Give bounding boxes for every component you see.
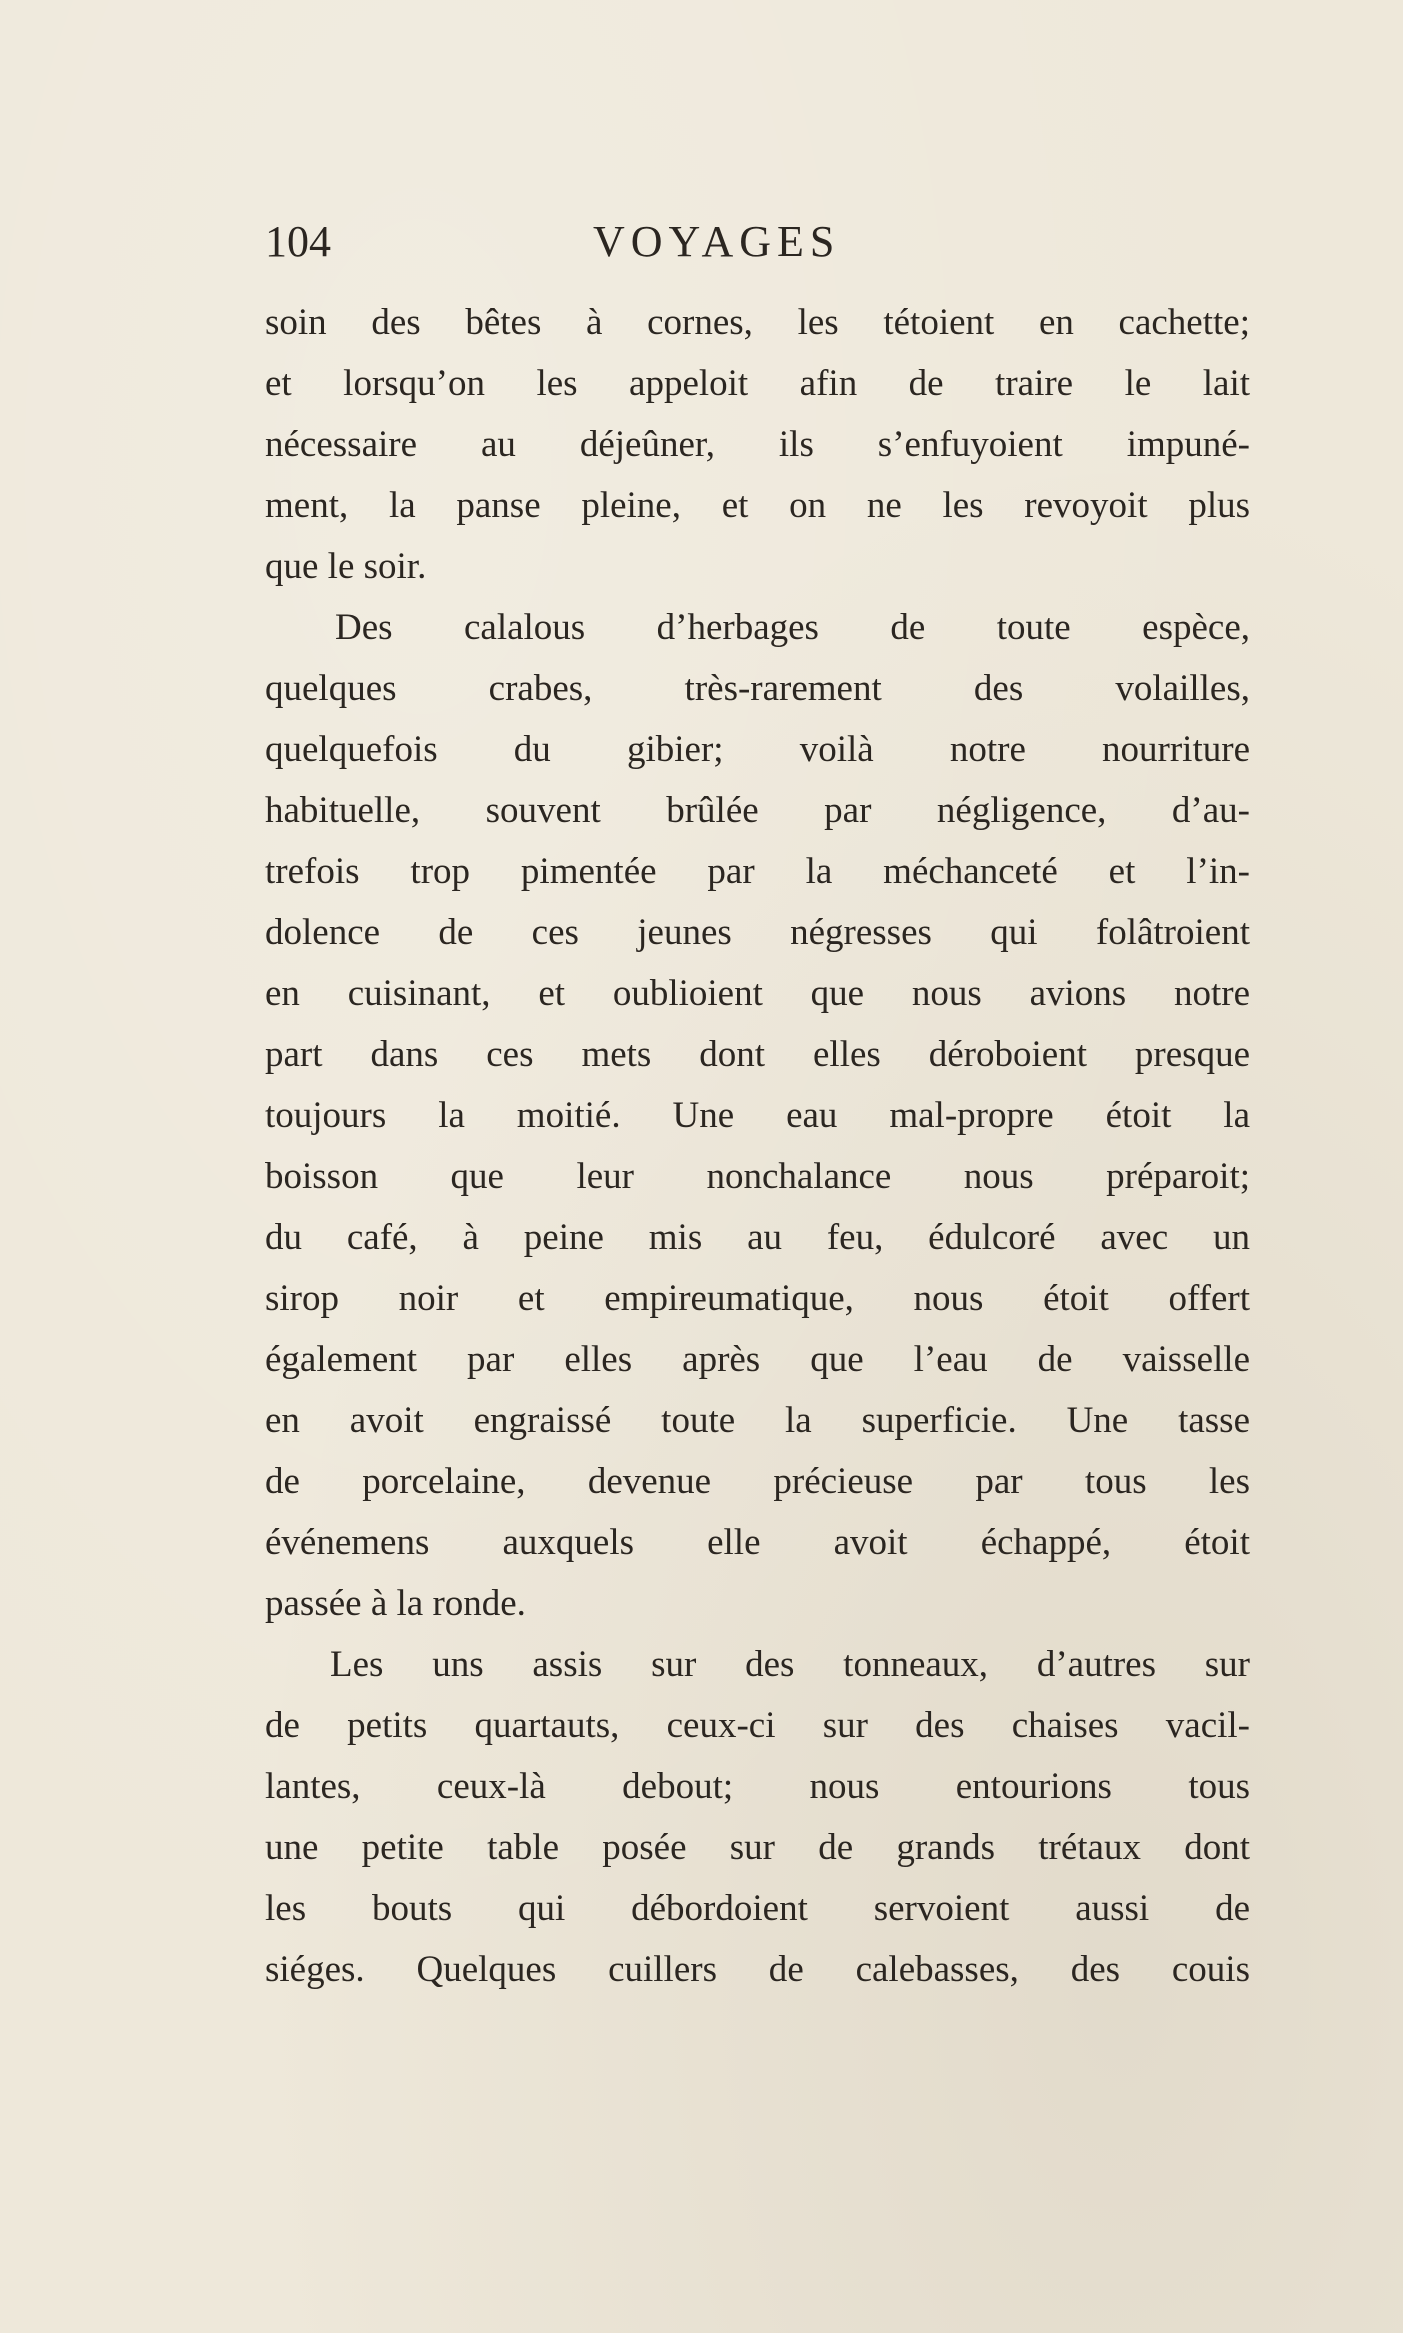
text-line: événemens auxquels elle avoit échappé, étoit: [265, 1522, 1250, 1563]
running-head: VOYAGES: [593, 217, 841, 266]
text-line: quelques crabes, très-rarement des volailles,: [265, 668, 1250, 709]
text-line: lantes, ceux-là debout; nous entourions tous: [265, 1766, 1250, 1807]
text-line: en avoit engraissé toute la superficie. Une tasse: [265, 1400, 1250, 1441]
text-line: de petits quartauts, ceux-ci sur des chaises vacil-: [265, 1705, 1250, 1746]
text-line: une petite table posée sur de grands trétaux dont: [265, 1827, 1250, 1868]
text-line: Les uns assis sur des tonneaux, d’autres sur: [330, 1644, 1250, 1685]
text-line: et lorsqu’on les appeloit afin de traire le lait: [265, 363, 1250, 404]
text-line: les bouts qui débordoient servoient aussi de: [265, 1888, 1250, 1929]
text-line: en cuisinant, et oublioient que nous avions notre: [265, 973, 1250, 1014]
page-header: [265, 214, 1245, 270]
text-line: sirop noir et empireumatique, nous étoit offert: [265, 1278, 1250, 1319]
text-line: passée à la ronde.: [265, 1583, 526, 1624]
text-line: toujours la moitié. Une eau mal-propre étoit la: [265, 1095, 1250, 1136]
body-text: [265, 292, 1250, 2000]
text-line: ment, la panse pleine, et on ne les revoyoit plus: [265, 485, 1250, 526]
text-line: part dans ces mets dont elles déroboient presque: [265, 1034, 1250, 1075]
text-line: également par elles après que l’eau de vaisselle: [265, 1339, 1250, 1380]
text-line: que le soir.: [265, 546, 427, 587]
page-number: 104: [265, 217, 331, 266]
text-line: de porcelaine, devenue précieuse par tous les: [265, 1461, 1250, 1502]
text-line: soin des bêtes à cornes, les tétoient en cachette;: [265, 302, 1250, 343]
text-line: nécessaire au déjeûner, ils s’enfuyoient impuné-: [265, 424, 1250, 465]
text-line: dolence de ces jeunes négresses qui folâtroient: [265, 912, 1250, 953]
text-line: habituelle, souvent brûlée par négligence, d’au-: [265, 790, 1250, 831]
text-line: trefois trop pimentée par la méchanceté et l’in-: [265, 851, 1250, 892]
text-line: siéges. Quelques cuillers de calebasses, des couis: [265, 1949, 1250, 1990]
text-line: boisson que leur nonchalance nous préparoit;: [265, 1156, 1250, 1197]
text-line: Des calalous d’herbages de toute espèce,: [335, 607, 1250, 648]
text-line: quelquefois du gibier; voilà notre nourriture: [265, 729, 1250, 770]
text-line: du café, à peine mis au feu, édulcoré avec un: [265, 1217, 1250, 1258]
